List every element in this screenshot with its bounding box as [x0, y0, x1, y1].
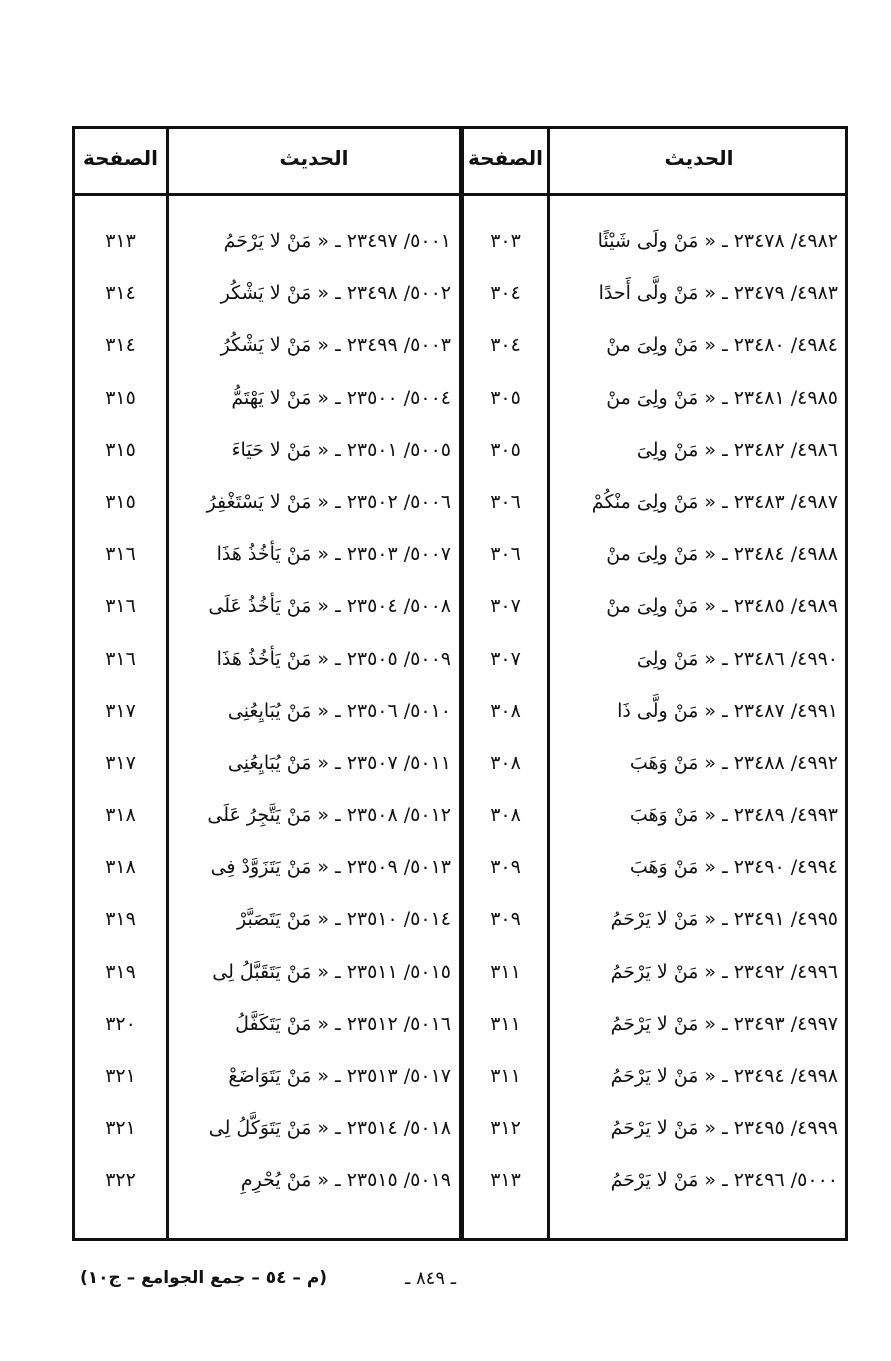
right-page-cell: ٣٠٨ — [490, 804, 521, 827]
right-hadith-cell: ٤٩٩٥/ ٢٣٤٩١ ـ « مَنْ لا يَرْحَمُ — [610, 908, 838, 931]
table-row — [75, 793, 845, 845]
right-page-cell: ٣٠٩ — [490, 856, 521, 879]
left-hadith-cell: ٥٠٠٧/ ٢٣٥٠٣ ـ « مَنْ يَأخُذُ هَذَا — [216, 543, 451, 566]
right-page-cell: ٣٠٥ — [490, 386, 521, 409]
right-hadith-cell: ٤٩٩٧/ ٢٣٤٩٣ ـ « مَنْ لا يَرْحَمُ — [610, 1012, 838, 1035]
left-hadith-cell: ٥٠١١/ ٢٣٥٠٧ ـ « مَنْ يُبَايِعُنِى — [227, 751, 451, 774]
right-page-cell: ٣١٣ — [490, 1169, 521, 1192]
table-row — [75, 480, 845, 532]
right-hadith-cell: ٤٩٩٠/ ٢٣٤٨٦ ـ « مَنْ ولِىَ — [636, 647, 838, 670]
left-hadith-cell: ٥٠٠٣/ ٢٣٤٩٩ ـ « مَنْ لا يَشْكُرُ — [220, 334, 451, 357]
right-hadith-cell: ٤٩٩٤/ ٢٣٤٩٠ ـ « مَنْ وَهَبَ — [629, 856, 838, 879]
table-row — [75, 950, 845, 1002]
table-row — [75, 689, 845, 741]
right-page-cell: ٣٠٥ — [490, 438, 521, 461]
right-hadith-cell: ٥٠٠٠/ ٢٣٤٩٦ ـ « مَنْ لا يَرْحَمُ — [610, 1169, 838, 1192]
right-page-cell: ٣٠٣ — [490, 230, 521, 252]
index-table — [72, 126, 848, 1241]
left-hadith-cell: ٥٠٠١/ ٢٣٤٩٧ ـ « مَنْ لا يَرْحَمُ — [223, 230, 451, 252]
right-page-cell: ٣٠٨ — [490, 699, 521, 722]
table-row — [75, 271, 845, 323]
table-row — [75, 897, 845, 949]
table-row — [75, 323, 845, 375]
table-row — [75, 1106, 845, 1158]
footer-page-number: ـ ٨٤٩ ـ — [405, 1268, 457, 1289]
right-hadith-cell: ٤٩٩٨/ ٢٣٤٩٤ ـ « مَنْ لا يَرْحَمُ — [610, 1065, 838, 1087]
right-hadith-cell: ٤٩٨٩/ ٢٣٤٨٥ ـ « مَنْ ولِىَ منْ — [606, 595, 838, 618]
table-row — [75, 845, 845, 897]
left-hadith-cell: ٥٠١٠/ ٢٣٥٠٦ ـ « مَنْ يُبَايِعُنِى — [227, 699, 451, 722]
right-hadith-cell: ٤٩٨٢/ ٢٣٤٧٨ ـ « مَنْ ولَى شَيْئًا — [597, 230, 838, 252]
header-left-hadith: الحديث — [279, 146, 349, 170]
right-hadith-cell: ٤٩٨٥/ ٢٣٤٨١ ـ « مَنْ ولِىَ منْ — [606, 386, 838, 409]
left-page-cell: ٣٢٠ — [105, 1012, 136, 1035]
header-left-page: الصفحة — [82, 146, 158, 170]
left-page-cell: ٣١٦ — [105, 647, 136, 670]
left-page-cell: ٣٢١ — [105, 1065, 136, 1087]
table-row — [75, 584, 845, 636]
right-page-cell: ٣٠٩ — [490, 908, 521, 931]
footer-source: (م – ٥٤ – جمع الجوامع – ج١٠) — [80, 1268, 328, 1288]
right-hadith-cell: ٤٩٨٨/ ٢٣٤٨٤ ـ « مَنْ ولِىَ منْ — [606, 543, 838, 566]
right-page-cell: ٣٠٦ — [490, 490, 521, 513]
right-page-cell: ٣٠٨ — [490, 751, 521, 774]
right-hadith-cell: ٤٩٨٣/ ٢٣٤٧٩ ـ « مَنْ ولَّى أَحدًا — [598, 282, 838, 305]
left-hadith-cell: ٥٠٠٥/ ٢٣٥٠١ ـ « مَنْ لا حَيَاءَ — [231, 438, 451, 461]
left-hadith-cell: ٥٠١٥/ ٢٣٥١١ ـ « مَنْ يَتَقَبَّلُ لِى — [212, 960, 451, 983]
table-row — [75, 1158, 845, 1210]
right-page-cell: ٣٠٧ — [490, 595, 521, 618]
right-hadith-cell: ٤٩٨٦/ ٢٣٤٨٢ ـ « مَنْ ولِىَ — [636, 438, 838, 461]
left-hadith-cell: ٥٠١٦/ ٢٣٥١٢ ـ « مَنْ يَتَكَفَّلُ — [235, 1012, 451, 1035]
left-page-cell: ٣١٨ — [105, 804, 136, 827]
left-page-cell: ٣١٧ — [105, 699, 136, 722]
left-hadith-cell: ٥٠٠٦/ ٢٣٥٠٢ ـ « مَنْ لا يَسْتَغْفِرُ — [206, 490, 451, 513]
right-hadith-cell: ٤٩٩٢/ ٢٣٤٨٨ ـ « مَنْ وَهَبَ — [629, 751, 838, 774]
right-page-cell: ٣٠٧ — [490, 647, 521, 670]
left-hadith-cell: ٥٠١٤/ ٢٣٥١٠ ـ « مَنْ يَتَصَبَّرْ — [236, 908, 451, 931]
right-page-cell: ٣١١ — [490, 960, 521, 983]
left-page-cell: ٣١٦ — [105, 595, 136, 618]
left-hadith-cell: ٥٠١٩/ ٢٣٥١٥ ـ « مَنْ يُحْرِمِ — [240, 1169, 451, 1192]
table-row — [75, 741, 845, 793]
right-page-cell: ٣١٢ — [490, 1117, 521, 1140]
right-hadith-cell: ٤٩٩٩/ ٢٣٤٩٥ ـ « مَنْ لا يَرْحَمُ — [610, 1117, 838, 1140]
table-row — [75, 428, 845, 480]
left-hadith-cell: ٥٠١٣/ ٢٣٥٠٩ ـ « مَنْ يَتَزَوَّدْ فِى — [210, 856, 451, 879]
left-page-cell: ٣١٤ — [105, 334, 136, 357]
left-hadith-cell: ٥٠٠٨/ ٢٣٥٠٤ ـ « مَنْ يَأخُذُ عَلَى — [208, 595, 451, 618]
left-hadith-cell: ٥٠٠٩/ ٢٣٥٠٥ ـ « مَنْ يَأخُذُ هَذَا — [216, 647, 451, 670]
left-page-cell: ٣١٨ — [105, 856, 136, 879]
right-hadith-cell: ٤٩٨٧/ ٢٣٤٨٣ ـ « مَنْ ولِىَ منْكُمْ — [591, 490, 838, 513]
table-row — [75, 637, 845, 689]
left-hadith-cell: ٥٠١٨/ ٢٣٥١٤ ـ « مَنْ يَتَوَكَّلُ لِى — [208, 1117, 451, 1140]
right-hadith-cell: ٤٩٩١/ ٢٣٤٨٧ ـ « مَنْ ولَّى ذَا — [617, 699, 838, 722]
left-page-cell: ٣١٤ — [105, 282, 136, 305]
header-right-hadith: الحديث — [664, 146, 734, 170]
left-page-cell: ٣١٥ — [105, 490, 136, 513]
table-row — [75, 219, 845, 271]
table-row — [75, 1054, 845, 1106]
left-page-cell: ٣٢٢ — [105, 1169, 136, 1192]
left-page-cell: ٣٢١ — [105, 1117, 136, 1140]
left-page-cell: ٣١٦ — [105, 543, 136, 566]
right-page-cell: ٣٠٦ — [490, 543, 521, 566]
left-hadith-cell: ٥٠١٢/ ٢٣٥٠٨ ـ « مَنْ يَتَّجِرُ عَلَى — [207, 804, 451, 827]
right-page-cell: ٣١١ — [490, 1012, 521, 1035]
left-hadith-cell: ٥٠٠٤/ ٢٣٥٠٠ ـ « مَنْ لا يَهْتَمُّ — [231, 386, 451, 409]
left-page-cell: ٣١٧ — [105, 751, 136, 774]
left-page-cell: ٣١٩ — [105, 908, 136, 931]
table-row — [75, 532, 845, 584]
table-row — [75, 1002, 845, 1054]
left-hadith-cell: ٥٠٠٢/ ٢٣٤٩٨ ـ « مَنْ لا يَشْكُر — [220, 282, 451, 305]
left-page-cell: ٣١٣ — [105, 230, 136, 252]
left-hadith-cell: ٥٠١٧/ ٢٣٥١٣ ـ « مَنْ يَتَوَاضَعْ — [228, 1065, 451, 1087]
right-hadith-cell: ٤٩٩٣/ ٢٣٤٨٩ ـ « مَنْ وَهَبَ — [629, 804, 838, 827]
right-page-cell: ٣١١ — [490, 1065, 521, 1087]
right-hadith-cell: ٤٩٨٤/ ٢٣٤٨٠ ـ « مَنْ ولِىَ منْ — [606, 334, 838, 357]
left-page-cell: ٣١٥ — [105, 438, 136, 461]
header-right-page: الصفحة — [467, 146, 543, 170]
right-page-cell: ٣٠٤ — [490, 282, 521, 305]
right-page-cell: ٣٠٤ — [490, 334, 521, 357]
left-page-cell: ٣١٥ — [105, 386, 136, 409]
table-body — [75, 219, 845, 1211]
header-divider — [75, 193, 845, 196]
left-page-cell: ٣١٩ — [105, 960, 136, 983]
right-hadith-cell: ٤٩٩٦/ ٢٣٤٩٢ ـ « مَنْ لا يَرْحَمُ — [610, 960, 838, 983]
table-row — [75, 376, 845, 428]
